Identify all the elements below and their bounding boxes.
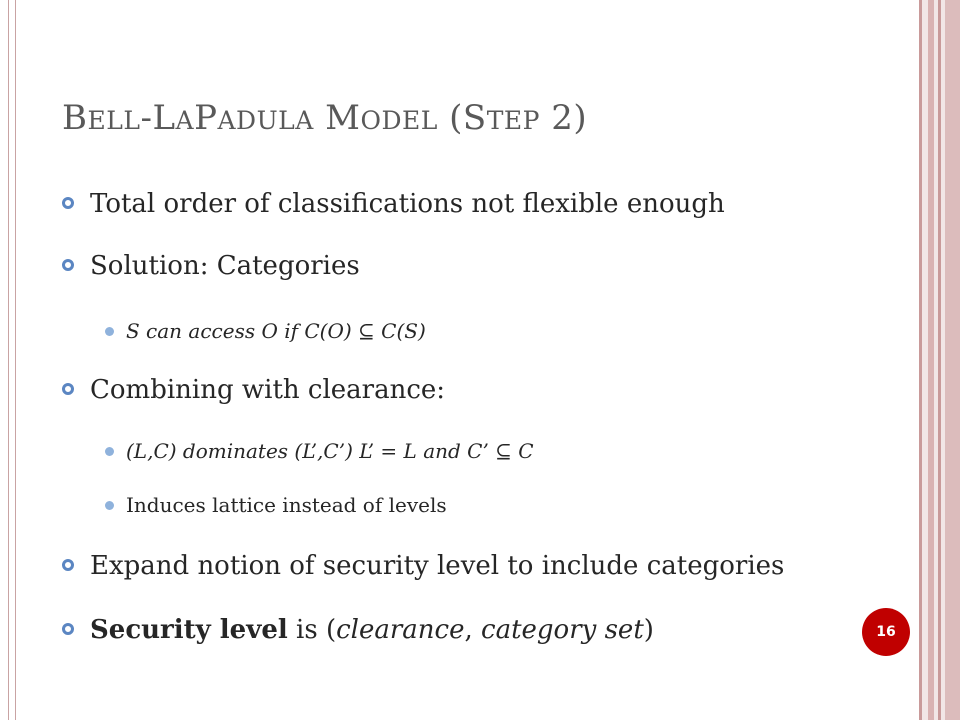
ring-bullet-icon — [62, 259, 74, 271]
frame-stripe — [945, 0, 960, 720]
slide-title: BELL-LAPADULA MODEL (STEP 2) — [62, 98, 588, 138]
ring-bullet-icon — [62, 197, 74, 209]
frame-stripe — [928, 0, 934, 720]
left-frame-border — [8, 0, 16, 720]
right-frame-stripes — [919, 0, 960, 720]
ring-bullet-icon — [62, 383, 74, 395]
frame-stripe — [938, 0, 941, 720]
page-number-badge: 16 — [862, 608, 910, 656]
frame-stripe — [919, 0, 922, 720]
dot-bullet-icon — [105, 501, 114, 510]
dot-bullet-icon — [105, 327, 114, 336]
ring-bullet-icon — [62, 559, 74, 571]
dot-bullet-icon — [105, 447, 114, 456]
ring-bullet-icon — [62, 623, 74, 635]
